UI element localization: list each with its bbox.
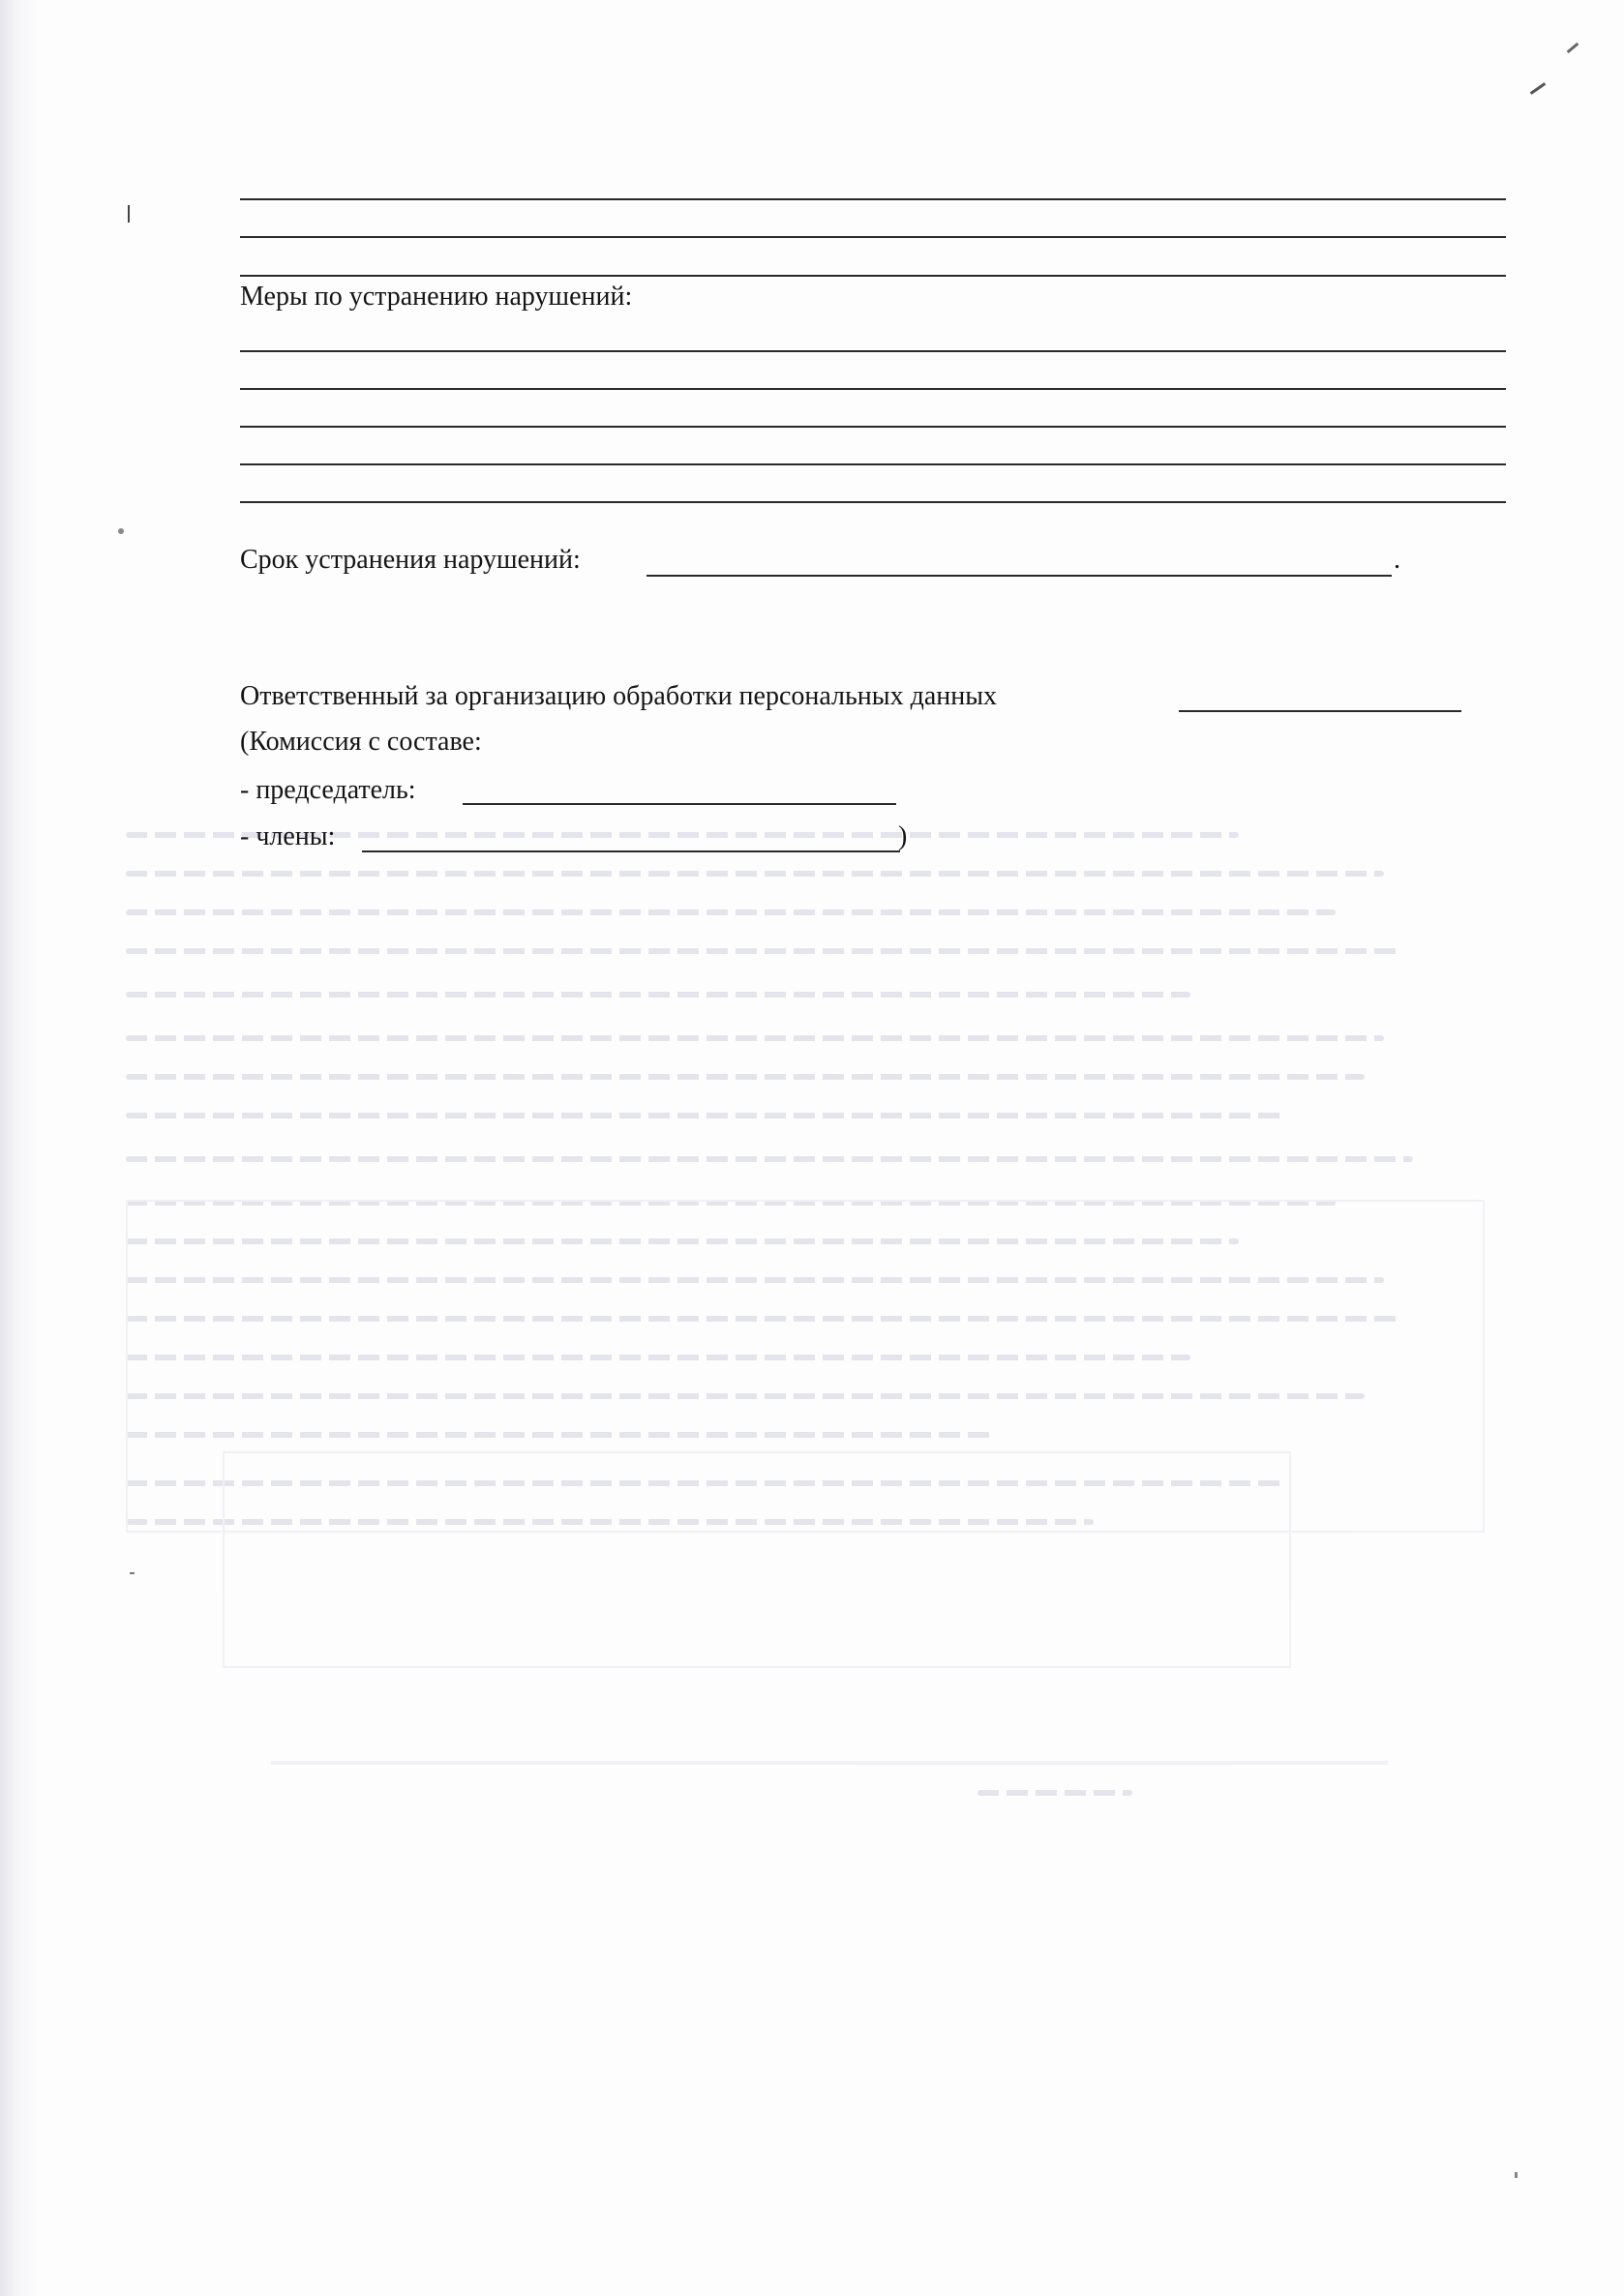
- measures-fill-line[interactable]: [240, 463, 1506, 465]
- fill-line[interactable]: [240, 198, 1506, 200]
- members-closing-paren: ): [898, 821, 908, 851]
- fill-line[interactable]: [240, 236, 1506, 238]
- measures-fill-line[interactable]: [240, 388, 1506, 390]
- deadline-period: .: [1394, 545, 1400, 575]
- scan-edge-shadow: [0, 0, 39, 2296]
- measures-fill-line[interactable]: [240, 501, 1506, 503]
- scan-speck: [130, 1572, 135, 1574]
- commission-label: (Комиссия с составе:: [240, 727, 482, 757]
- scan-speck: [1515, 2172, 1518, 2178]
- scan-speck: [128, 205, 130, 223]
- scan-speck: [118, 528, 124, 534]
- scan-speck: [1530, 82, 1546, 95]
- deadline-field[interactable]: [647, 575, 1392, 577]
- scan-speck: [1567, 43, 1579, 53]
- deadline-label: Срок устранения нарушений:: [240, 545, 581, 575]
- measures-label: Меры по устранению нарушений:: [240, 282, 633, 312]
- responsible-signature-field[interactable]: [1179, 710, 1461, 712]
- responsible-label: Ответственный за организацию обработки персональных данных: [240, 681, 998, 711]
- members-label: - члены:: [240, 821, 336, 851]
- chairman-field[interactable]: [463, 803, 896, 805]
- fill-line[interactable]: [240, 275, 1506, 277]
- measures-fill-line[interactable]: [240, 426, 1506, 428]
- reverse-side-show-through: [126, 832, 1527, 1974]
- measures-fill-line[interactable]: [240, 350, 1506, 352]
- chairman-label: - председатель:: [240, 775, 416, 805]
- members-field[interactable]: [362, 850, 900, 852]
